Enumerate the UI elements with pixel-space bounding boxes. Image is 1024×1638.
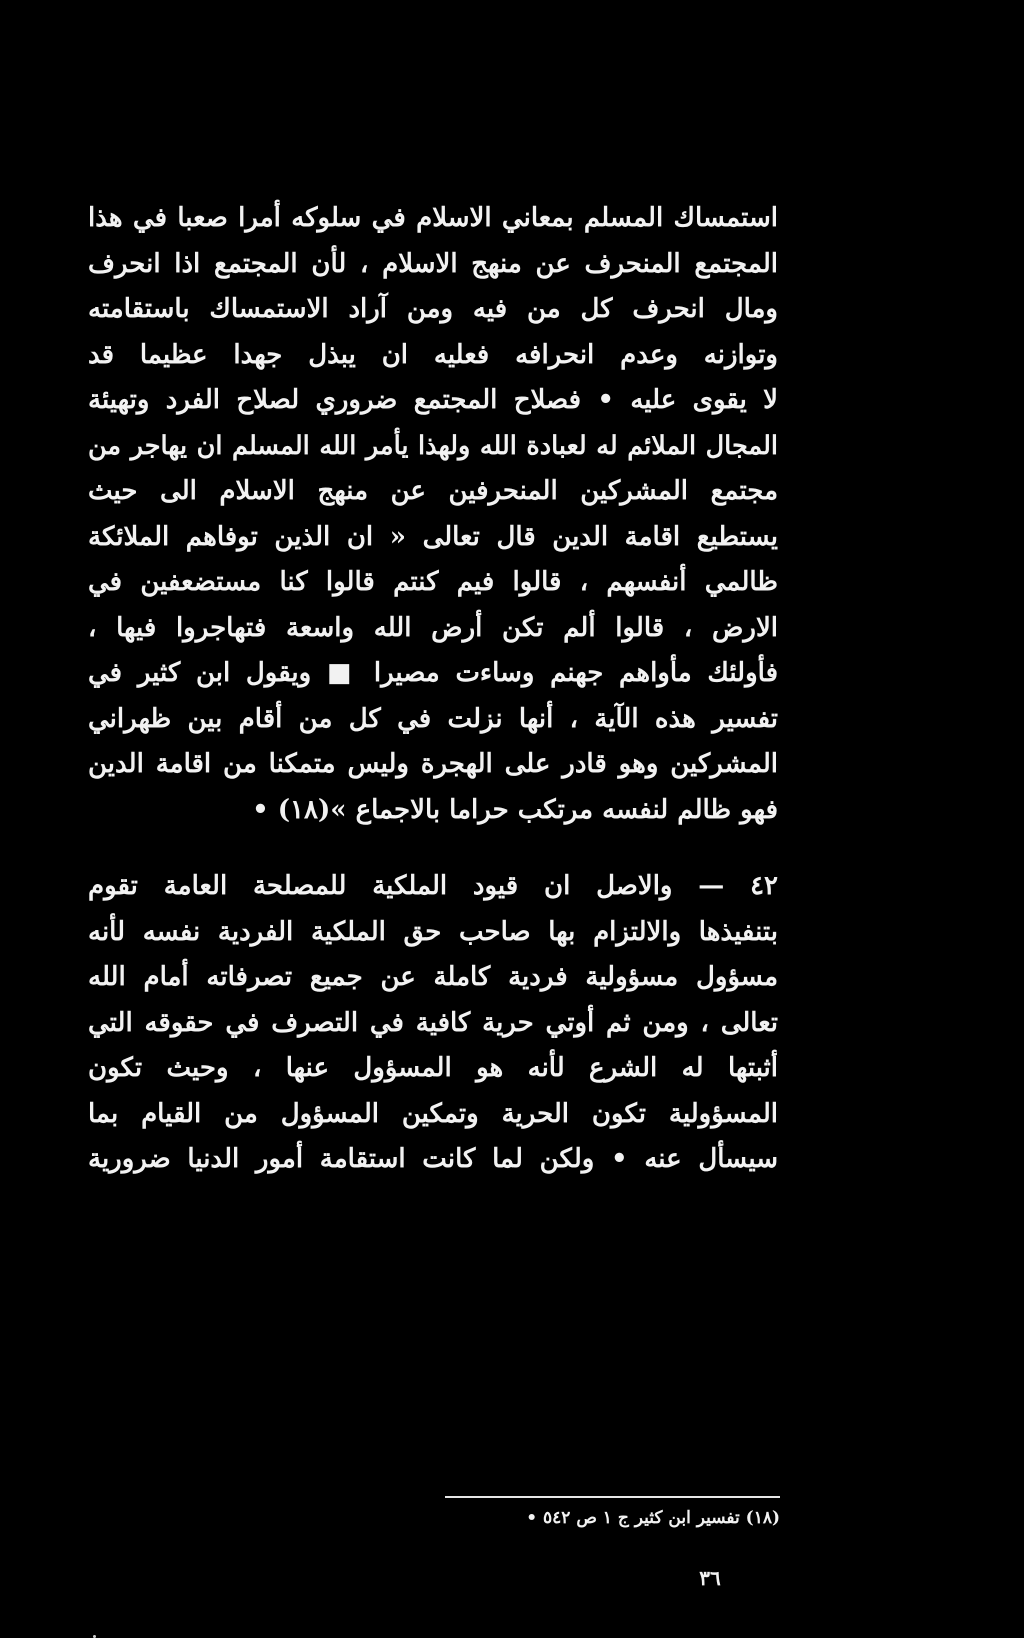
text-line: ظالمي أنفسهم ، قالوا فيم كنتم قالوا كنا مستضعفين في: [88, 567, 778, 597]
text-line: تفسير هذه الآية ، أنها نزلت في كل من أقام بين ظهراني: [88, 703, 778, 734]
text-line: الارض ، قالوا ألم تكن أرض الله واسعة فتهاجروا فيها ،: [88, 612, 778, 643]
text-line: مسؤول مسؤولية فردية كاملة عن جميع تصرفاته أمام الله: [88, 962, 778, 992]
text-line: المجال الملائم له لعبادة الله ولهذا يأمر الله المسلم ان يهاجر من: [88, 430, 778, 461]
text-line: بتنفيذها والالتزام بها صاحب حق الملكية الفردية نفسه لأنه: [88, 916, 778, 947]
paragraph-2: [88, 864, 778, 1183]
text-line: المسؤولية تكون الحرية وتمكين المسؤول من القيام بما: [88, 1098, 778, 1129]
text-line: فهو ظالم لنفسه مرتكب حراما بالاجماع »(١٨) •: [252, 794, 778, 825]
page-number: ٣٦: [699, 1566, 721, 1590]
text-line: فأولئك مأواهم جهنم وساءت مصيرا ■ ويقول ابن كثير في: [88, 658, 778, 688]
footnote-divider: [445, 1496, 780, 1498]
text-line: المجتمع المنحرف عن منهج الاسلام ، لأن المجتمع اذا انحرف: [88, 248, 778, 279]
text-line: سيسأل عنه • ولكن لما كانت استقامة أمور الدنيا ضرورية: [88, 1144, 778, 1174]
text-line: لا يقوى عليه • فصلاح المجتمع ضروري لصلاح الفرد وتهيئة: [88, 385, 778, 415]
text-line: يستطيع اقامة الدين قال تعالى « ان الذين توفاهم الملائكة: [88, 521, 778, 552]
text-line: استمساك المسلم بمعاني الاسلام في سلوكه أمرا صعبا في هذا: [88, 203, 778, 233]
text-line: ومال انحرف كل من فيه ومن آراد الاستمساك باستقامته: [88, 294, 778, 324]
text-line: أثبتها له الشرع لأنه هو المسؤول عنها ، وحيث تكون: [88, 1053, 778, 1083]
paragraph-1: [88, 196, 778, 833]
text-line: تعالى ، ومن ثم أوتي حرية كافية في التصرف في حقوقه التي: [88, 1007, 778, 1038]
footnote: (١٨) تفسير ابن كثير ج ١ ص ٥٤٢ •: [526, 1508, 780, 1528]
text-line: وتوازنه وعدم انحرافه فعليه ان يبذل جهدا عظيما قد: [88, 339, 778, 370]
text-line: مجتمع المشركين المنحرفين عن منهج الاسلام الى حيث: [88, 476, 778, 506]
text-line: المشركين وهو قادر على الهجرة وليس متمكنا من اقامة الدين: [88, 749, 778, 779]
text-line: ٤٢ — والاصل ان قيود الملكية للمصلحة العامة تقوم: [88, 871, 778, 901]
